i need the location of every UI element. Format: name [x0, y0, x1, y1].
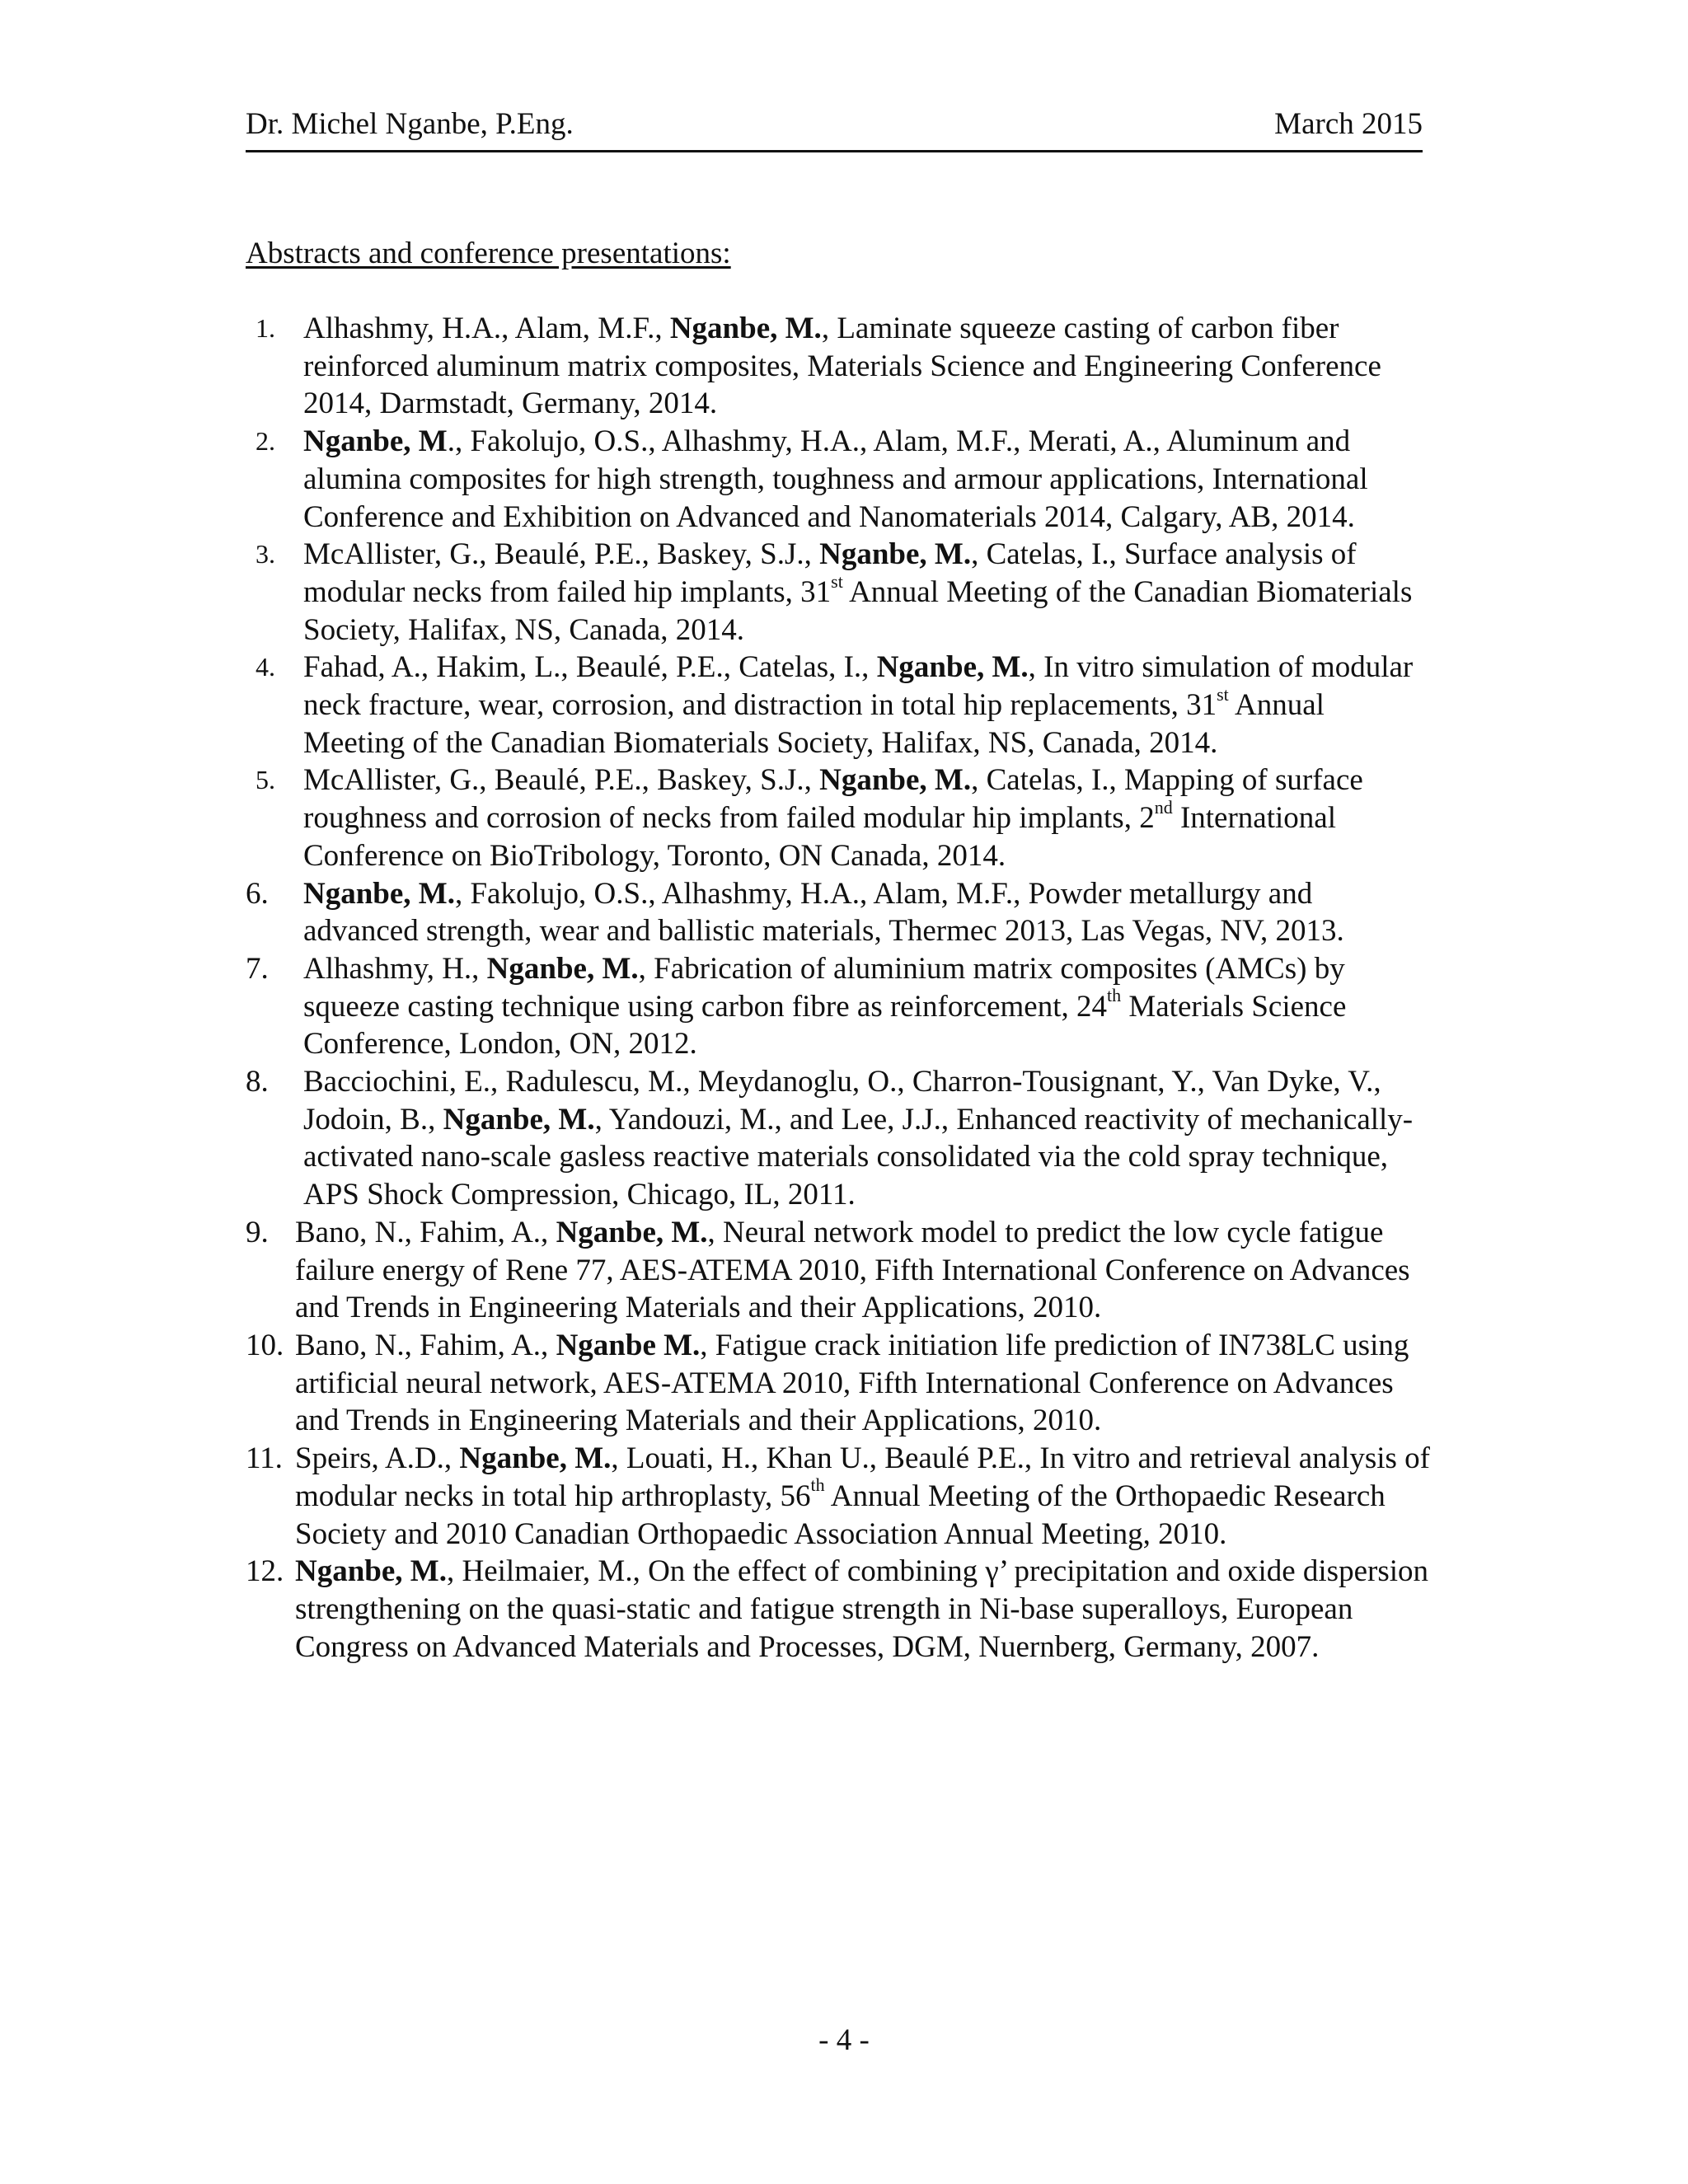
list-item [246, 536, 1432, 649]
entry-details-continued: Materials Science Conference, London, ON, 2012. [303, 989, 1347, 1062]
entry-text [303, 952, 1346, 1061]
entry-highlighted-author: Nganbe, M [303, 424, 448, 459]
page-number: - 4 - [818, 2023, 870, 2057]
entry-text [295, 1216, 1410, 1324]
entry-highlighted-author: Nganbe, M. [876, 650, 1029, 685]
entry-text [303, 424, 1368, 533]
entry-number: 2. [256, 426, 275, 457]
entry-details: , Neural network model to predict the low cycle fatigue failure energy of Rene 77, AES-ATEMA 2010, Fifth International Conference on Advances and Trends in Engineering Materials and their Applications, 2010. [295, 1215, 1410, 1325]
entry-number: 10. [246, 1328, 284, 1362]
entry-number: 12. [246, 1554, 284, 1589]
entry-details: , Catelas, I., Surface analysis of modular necks from failed hip implants, 31 [303, 537, 1357, 609]
entry-details-continued: Annual Meeting of the Orthopaedic Research Society and 2010 Canadian Orthopaedic Association Annual Meeting, 2010. [295, 1479, 1386, 1551]
entry-text [295, 1329, 1409, 1437]
entry-highlighted-author: Nganbe, M. [443, 1102, 595, 1137]
entry-authors-before: Speirs, A.D., [295, 1441, 460, 1476]
entry-highlighted-author: Nganbe, M. [303, 876, 455, 911]
entry-highlighted-author: Nganbe, M. [669, 312, 822, 345]
list-item [246, 1214, 1432, 1327]
entry-authors-before: Alhashmy, H., [303, 951, 487, 986]
publication-list [246, 310, 1432, 1666]
list-item [246, 1440, 1432, 1553]
entry-authors-before: Bacciochini, E., Radulescu, M., Meydanoglu, O., Charron-Tousignant, Y., Van Dyke, V., Jodoin, B., [303, 1065, 1381, 1137]
entry-authors-before: Fahad, A., Hakim, L., Beaulé, P.E., Catelas, I., [303, 650, 877, 685]
list-item [246, 649, 1432, 762]
entry-number: 1. [256, 313, 275, 343]
entry-details: , Fabrication of aluminium matrix composites (AMCs) by squeeze casting technique using carbon fibre as reinforcement, 24 [303, 951, 1345, 1024]
entry-highlighted-author: Nganbe, M. [556, 1215, 708, 1249]
list-item [246, 950, 1432, 1063]
ordinal-suffix: th [1106, 985, 1122, 1006]
entry-details: , Heilmaier, M., On the effect of combining γ’ precipitation and oxide dispersion strengthening on the quasi-static and fatigue strength in Ni-base superalloys, European Congress on Advanced Materials and Processes, DGM, Nuernberg, Germany, 2007. [295, 1554, 1428, 1664]
list-item [246, 875, 1432, 950]
entry-details: , Louati, H., Khan U., Beaulé P.E., In vitro and retrieval analysis of modular necks in total hip arthroplasty, 56 [295, 1441, 1431, 1513]
entry-text [303, 537, 1412, 646]
entry-number: 3. [256, 539, 275, 569]
list-item [246, 423, 1432, 536]
entry-highlighted-author: Nganbe, M. [819, 763, 972, 798]
entry-details: , Fakolujo, O.S., Alhashmy, H.A., Alam, M.F., Powder metallurgy and advanced strength, wear and ballistic materials, Thermec 2013, Las Vegas, NV, 2013. [303, 876, 1344, 949]
page-header [246, 97, 1423, 152]
list-item [246, 1327, 1432, 1440]
entry-number: 11. [246, 1441, 283, 1476]
entry-details-continued: Annual Meeting of the Canadian Biomaterials Society, Halifax, NS, Canada, 2014. [303, 688, 1325, 760]
ordinal-suffix: nd [1154, 796, 1173, 818]
entry-highlighted-author: Nganbe, M. [459, 1441, 612, 1476]
list-item [246, 310, 1432, 423]
ordinal-suffix: st [831, 570, 843, 592]
ordinal-suffix: th [810, 1474, 825, 1496]
entry-text [295, 1441, 1430, 1550]
list-item [246, 1553, 1432, 1666]
entry-highlighted-author: Nganbe M. [556, 1328, 701, 1362]
entry-text [295, 1554, 1428, 1663]
header-author: Dr. Michel Nganbe, P.Eng. [246, 107, 574, 141]
entry-authors-before: Alhashmy, H.A., Alam, M.F., [303, 312, 670, 345]
section-title: Abstracts and conference presentations: [246, 237, 731, 270]
entry-authors-before: Bano, N., Fahim, A., [295, 1328, 556, 1362]
entry-text [303, 1065, 1413, 1212]
entry-details: , Fatigue crack initiation life prediction of IN738LC using artificial neural network, AES-ATEMA 2010, Fifth International Conference on Advances and Trends in Engineering Materials and their Applications, 2010. [295, 1328, 1409, 1438]
ordinal-suffix: st [1217, 683, 1229, 705]
entry-number: 7. [246, 951, 269, 986]
entry-details-continued: Annual Meeting of the Canadian Biomaterials Society, Halifax, NS, Canada, 2014. [303, 574, 1413, 647]
entry-text [303, 877, 1344, 949]
entry-number: 9. [246, 1215, 269, 1249]
entry-highlighted-author: Nganbe, M. [486, 951, 639, 986]
entry-details: ., Fakolujo, O.S., Alhashmy, H.A., Alam, M.F., Merati, A., Aluminum and alumina composites for high strength, toughness and armour applications, International Conference and Exhibition on Advanced and Nanomaterials 2014, Calgary, AB, 2014. [303, 424, 1368, 534]
entry-details: , Laminate squeeze casting of carbon fiber reinforced aluminum matrix composites, Materials Science and Engineering Conference 2014, Darmstadt, Germany, 2014. [303, 312, 1381, 421]
entry-number: 5. [256, 765, 275, 795]
entry-highlighted-author: Nganbe, M. [295, 1554, 447, 1589]
entry-number: 6. [246, 876, 269, 911]
entry-authors-before: McAllister, G., Beaulé, P.E., Baskey, S.J., [303, 763, 820, 798]
entry-number: 8. [246, 1065, 269, 1099]
entry-highlighted-author: Nganbe, M. [819, 537, 972, 572]
entry-details-continued: International Conference on BioTribology, Toronto, ON Canada, 2014. [303, 801, 1336, 873]
entry-number: 4. [256, 652, 275, 682]
entry-details: , Yandouzi, M., and Lee, J.J., Enhanced reactivity of mechanically-activated nano-scale gasless reactive materials consolidated via the cold spray technique, APS Shock Compression, Chicago, IL, 2011. [303, 1102, 1414, 1212]
entry-text [303, 763, 1363, 872]
entry-details: , Catelas, I., Mapping of surface roughness and corrosion of necks from failed modular hip implants, 2 [303, 763, 1363, 836]
header-date: March 2015 [1274, 107, 1423, 141]
entry-details: , In vitro simulation of modular neck fracture, wear, corrosion, and distraction in total hip replacements, 31 [303, 650, 1414, 723]
list-item [246, 762, 1432, 874]
list-item [246, 1063, 1432, 1214]
entry-text [303, 650, 1413, 759]
entry-text [303, 312, 1381, 420]
entry-authors-before: McAllister, G., Beaulé, P.E., Baskey, S.J., [303, 537, 820, 572]
entry-authors-before: Bano, N., Fahim, A., [295, 1215, 556, 1249]
